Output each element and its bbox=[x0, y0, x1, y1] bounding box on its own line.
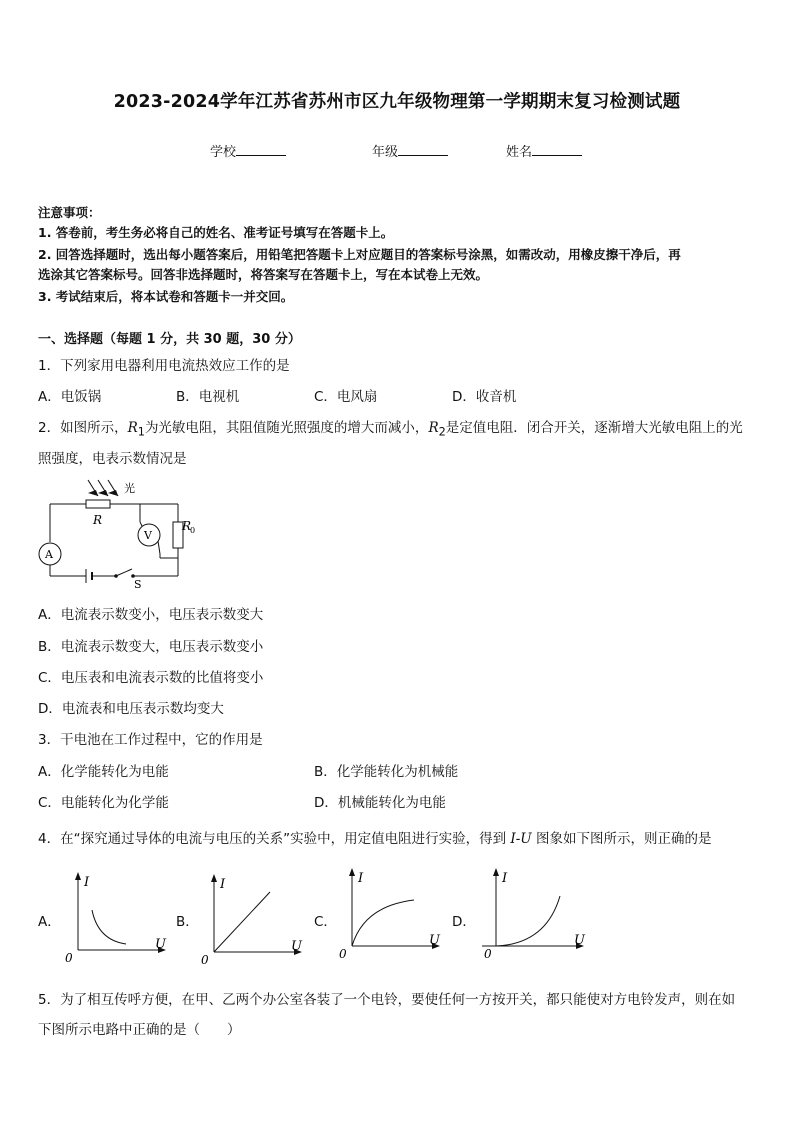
notice-item-2-cont: 选涂其它答案标号。回答非选择题时，将答案写在答题卡上，写在本试卷上无效。 bbox=[38, 267, 489, 282]
notice-heading: 注意事项： bbox=[38, 205, 101, 220]
q4-stem-part-a: 4．在“探究通过导体的电流与电压的关系”实验中，用定值电阻进行实验，得到 bbox=[38, 831, 511, 847]
straight-line bbox=[214, 892, 270, 952]
question-2-stem-line2: 照强度，电表示数情况是 bbox=[38, 451, 187, 467]
concave-down-curve bbox=[352, 900, 414, 946]
question-5-stem: 5．为了相互传呼方便，在甲、乙两个办公室各装了一个电铃，要使任何一方按开关，都只能使对方电铃发声，则在如 bbox=[38, 992, 736, 1008]
axis-label-i: I bbox=[502, 871, 508, 886]
grade-field bbox=[372, 141, 448, 160]
notice-item-2: 2. 回答选择题时，选出每小题答案后，用铅笔把答题卡上对应题目的答案标号涂黑，如需改动，用橡皮擦干净后，再 bbox=[38, 247, 681, 262]
ammeter-label: A bbox=[45, 548, 53, 561]
school-label: 学校 bbox=[210, 145, 237, 160]
q2-option-b: B．电流表示数变大，电压表示数变小 bbox=[38, 639, 264, 655]
question-4-stem bbox=[38, 827, 711, 847]
axis-origin: 0 bbox=[201, 953, 209, 967]
question-5-stem-line2: 下图所示电路中正确的是（ ） bbox=[38, 1022, 241, 1038]
axis-origin: 0 bbox=[339, 947, 347, 961]
decreasing-curve bbox=[92, 910, 126, 944]
notice-item-3: 3. 考试结束后，将本试卷和答题卡一并交回。 bbox=[38, 289, 294, 304]
light-label: 光 bbox=[124, 482, 135, 495]
q4-graph-c bbox=[334, 866, 444, 962]
axis-origin: 0 bbox=[65, 951, 73, 965]
voltmeter-label: V bbox=[144, 529, 152, 542]
q3-option-b: B．化学能转化为机械能 bbox=[314, 764, 459, 780]
q3-option-c: C．电能转化为化学能 bbox=[38, 795, 169, 811]
q2-r1-symbol: R bbox=[127, 420, 138, 436]
switch-label: S bbox=[134, 578, 142, 590]
grade-label: 年级 bbox=[372, 145, 399, 160]
circuit-diagram bbox=[36, 474, 206, 590]
q4-iu-symbol: I-U bbox=[510, 831, 532, 847]
q2-stem-part-a: 2．如图所示， bbox=[38, 420, 128, 436]
notice-item-1: 1. 答卷前，考生务必将自己的姓名、准考证号填写在答题卡上。 bbox=[38, 225, 394, 240]
axis-label-i: I bbox=[358, 871, 364, 886]
q3-option-d: D．机械能转化为电能 bbox=[314, 795, 446, 811]
q4-option-a-label: A． bbox=[38, 914, 61, 930]
grade-blank bbox=[398, 143, 448, 156]
r0-label: R bbox=[182, 519, 192, 533]
switch-lever bbox=[116, 569, 132, 576]
axis-label-u: U bbox=[574, 933, 585, 948]
q4-graph-a bbox=[60, 870, 170, 966]
question-1-stem: 1．下列家用电器利用电流热效应工作的是 bbox=[38, 358, 290, 374]
q2-option-c: C．电压表和电流表示数的比值将变小 bbox=[38, 670, 264, 686]
concave-up-curve bbox=[496, 896, 560, 946]
section-heading: 一、选择题（每题 1 分，共 30 题，30 分） bbox=[38, 332, 301, 347]
photoresistor-symbol bbox=[86, 500, 110, 508]
r0-subscript: 0 bbox=[190, 526, 196, 535]
q2-r1-subscript: 1 bbox=[137, 425, 145, 439]
q2-stem-part-b: 为光敏电阻，其阻值随光照强度的增大而减小， bbox=[144, 420, 429, 436]
name-blank bbox=[532, 143, 582, 156]
q4-stem-part-b: 图象如下图所示，则正确的是 bbox=[531, 831, 712, 847]
axis-label-u: U bbox=[155, 937, 166, 952]
name-label: 姓名 bbox=[506, 145, 533, 160]
axis-label-i: I bbox=[84, 875, 90, 890]
q2-option-d: D．电流表和电压表示数均变大 bbox=[38, 701, 224, 717]
q4-option-b-label: B． bbox=[176, 914, 199, 930]
q1-option-d: D．收音机 bbox=[452, 389, 517, 405]
q3-option-a: A．化学能转化为电能 bbox=[38, 764, 169, 780]
q4-graph-d bbox=[476, 866, 592, 962]
q4-option-c-label: C． bbox=[314, 914, 337, 930]
school-blank bbox=[236, 143, 286, 156]
q1-option-c: C．电风扇 bbox=[314, 389, 378, 405]
name-field bbox=[506, 141, 582, 160]
axis-label-u: U bbox=[291, 939, 302, 954]
axis-origin: 0 bbox=[484, 947, 492, 961]
q2-option-a: A．电流表示数变小，电压表示数变大 bbox=[38, 607, 264, 623]
q2-stem-part-c: 是定值电阻．闭合开关，逐渐增大光敏电阻上的光 bbox=[445, 420, 743, 436]
q2-r2-symbol: R bbox=[428, 420, 439, 436]
q1-option-a: A．电饭锅 bbox=[38, 389, 102, 405]
axis-label-u: U bbox=[429, 933, 440, 948]
question-3-stem: 3．干电池在工作过程中，它的作用是 bbox=[38, 732, 263, 748]
q4-graph-b bbox=[196, 872, 306, 968]
page-title: 2023-2024学年江苏省苏州市区九年级物理第一学期期末复习检测试题 bbox=[113, 92, 681, 112]
question-2-stem bbox=[38, 416, 743, 439]
q2-r2-subscript: 2 bbox=[438, 425, 446, 439]
school-field bbox=[210, 141, 286, 160]
axis-label-i: I bbox=[220, 877, 226, 892]
q1-option-b: B．电视机 bbox=[176, 389, 240, 405]
r-label: R bbox=[93, 513, 103, 527]
q4-option-d-label: D． bbox=[452, 914, 476, 930]
